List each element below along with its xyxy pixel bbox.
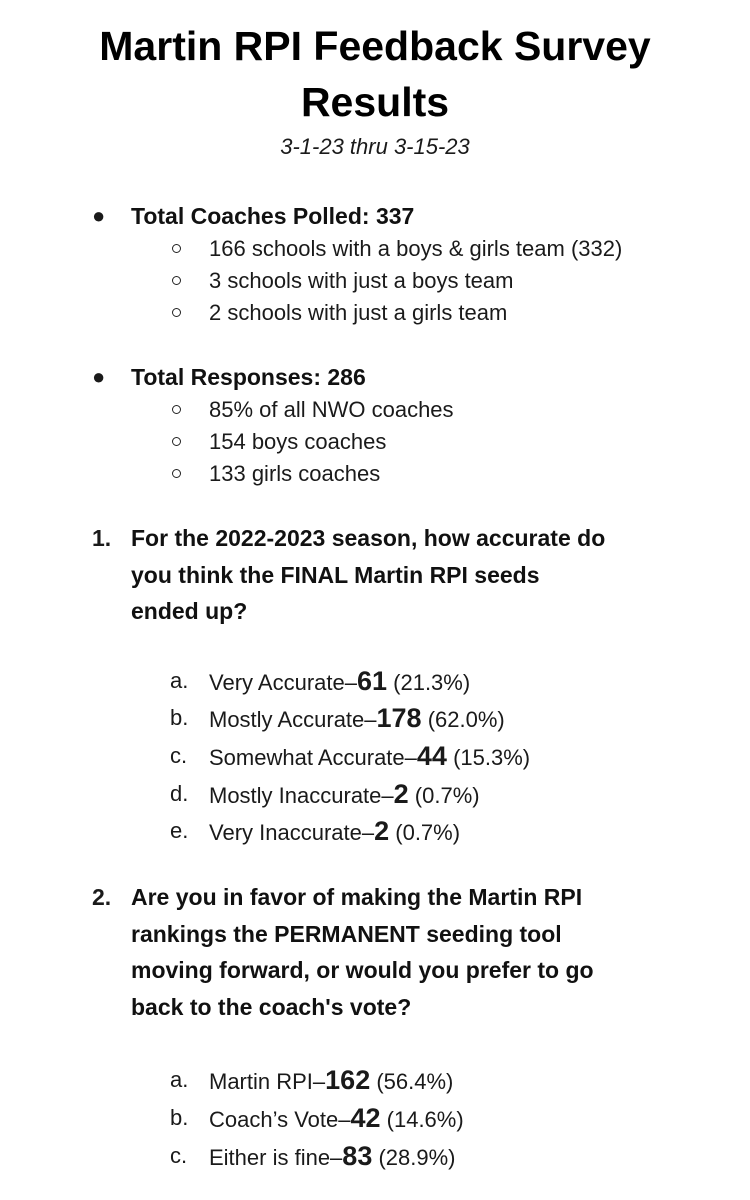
question-line: For the 2022-2023 season, how accurate do xyxy=(131,525,606,551)
bullet-marker: ● xyxy=(92,364,106,389)
option-label: Very Inaccurate– xyxy=(209,820,375,845)
option-label: Very Accurate– xyxy=(209,670,357,695)
option-count: 162 xyxy=(325,1065,371,1095)
option-letter: b. xyxy=(170,705,189,730)
circle-bullet-icon xyxy=(172,437,181,446)
bullet-marker: ● xyxy=(92,203,106,228)
option-text xyxy=(209,1103,464,1135)
question-number: 1. xyxy=(92,525,112,551)
question-number: 2. xyxy=(92,884,112,910)
option-percent: (62.0%) xyxy=(421,707,505,732)
option-label: Mostly Accurate– xyxy=(209,707,377,732)
option-count: 178 xyxy=(376,703,422,733)
option-count: 42 xyxy=(350,1103,381,1133)
summary-heading: Total Responses: 286 xyxy=(131,364,366,390)
question-line: you think the FINAL Martin RPI seeds xyxy=(131,561,540,588)
summary-heading: Total Coaches Polled: 337 xyxy=(131,203,415,229)
option-text xyxy=(209,816,460,848)
option-text xyxy=(209,741,530,773)
option-count: 44 xyxy=(416,741,447,771)
option-label: Mostly Inaccurate– xyxy=(209,783,394,808)
date-range: 3-1-23 thru 3-15-23 xyxy=(280,134,470,159)
option-count: 2 xyxy=(393,779,409,809)
question-text xyxy=(131,879,691,1025)
option-percent: (56.4%) xyxy=(370,1069,454,1094)
option-letter: c. xyxy=(170,743,188,768)
option-count: 61 xyxy=(356,666,388,696)
question-text xyxy=(131,520,691,630)
option-letter: a. xyxy=(170,668,189,693)
option-text xyxy=(209,1065,453,1097)
option-percent: (0.7%) xyxy=(389,820,461,845)
question-line: ended up? xyxy=(131,598,248,624)
option-label: Either is fine– xyxy=(209,1145,343,1170)
summary-item: 154 boys coaches xyxy=(209,429,387,454)
option-text xyxy=(209,1141,456,1173)
question-line: rankings the PERMANENT seeding tool xyxy=(131,920,562,947)
summary-item: 3 schools with just a boys team xyxy=(209,268,514,293)
circle-bullet-icon xyxy=(172,308,181,317)
circle-bullet-icon xyxy=(172,276,181,285)
option-letter: e. xyxy=(170,818,189,843)
option-text xyxy=(209,703,505,735)
circle-bullet-icon xyxy=(172,469,181,478)
option-letter: a. xyxy=(170,1067,189,1092)
option-percent: (0.7%) xyxy=(408,783,480,808)
option-percent: (21.3%) xyxy=(387,670,471,695)
circle-bullet-icon xyxy=(172,244,181,253)
option-count: 83 xyxy=(342,1141,373,1171)
summary-item: 2 schools with just a girls team xyxy=(209,300,508,325)
summary-item: 85% of all NWO coaches xyxy=(209,397,454,422)
summary-item: 133 girls coaches xyxy=(209,461,381,486)
option-label: Somewhat Accurate– xyxy=(209,745,417,770)
option-label: Martin RPI– xyxy=(209,1069,326,1094)
option-percent: (15.3%) xyxy=(446,745,531,770)
option-letter: b. xyxy=(170,1105,189,1130)
circle-bullet-icon xyxy=(172,405,181,414)
option-text xyxy=(209,779,480,811)
question-line: moving forward, or would you prefer to go xyxy=(131,957,594,983)
page-title-line-1: Martin RPI Feedback Survey xyxy=(99,23,651,69)
option-letter: c. xyxy=(170,1143,188,1168)
option-percent: (28.9%) xyxy=(372,1145,456,1170)
option-letter: d. xyxy=(170,781,189,806)
page-title-line-2: Results xyxy=(300,79,450,125)
option-count: 2 xyxy=(374,816,390,846)
summary-item: 166 schools with a boys & girls team (332) xyxy=(209,236,623,261)
question-line: back to the coach's vote? xyxy=(131,993,412,1020)
option-label: Coach’s Vote– xyxy=(209,1107,351,1132)
option-text xyxy=(209,666,470,698)
option-percent: (14.6%) xyxy=(380,1107,464,1132)
question-line: Are you in favor of making the Martin RPI xyxy=(131,884,583,910)
